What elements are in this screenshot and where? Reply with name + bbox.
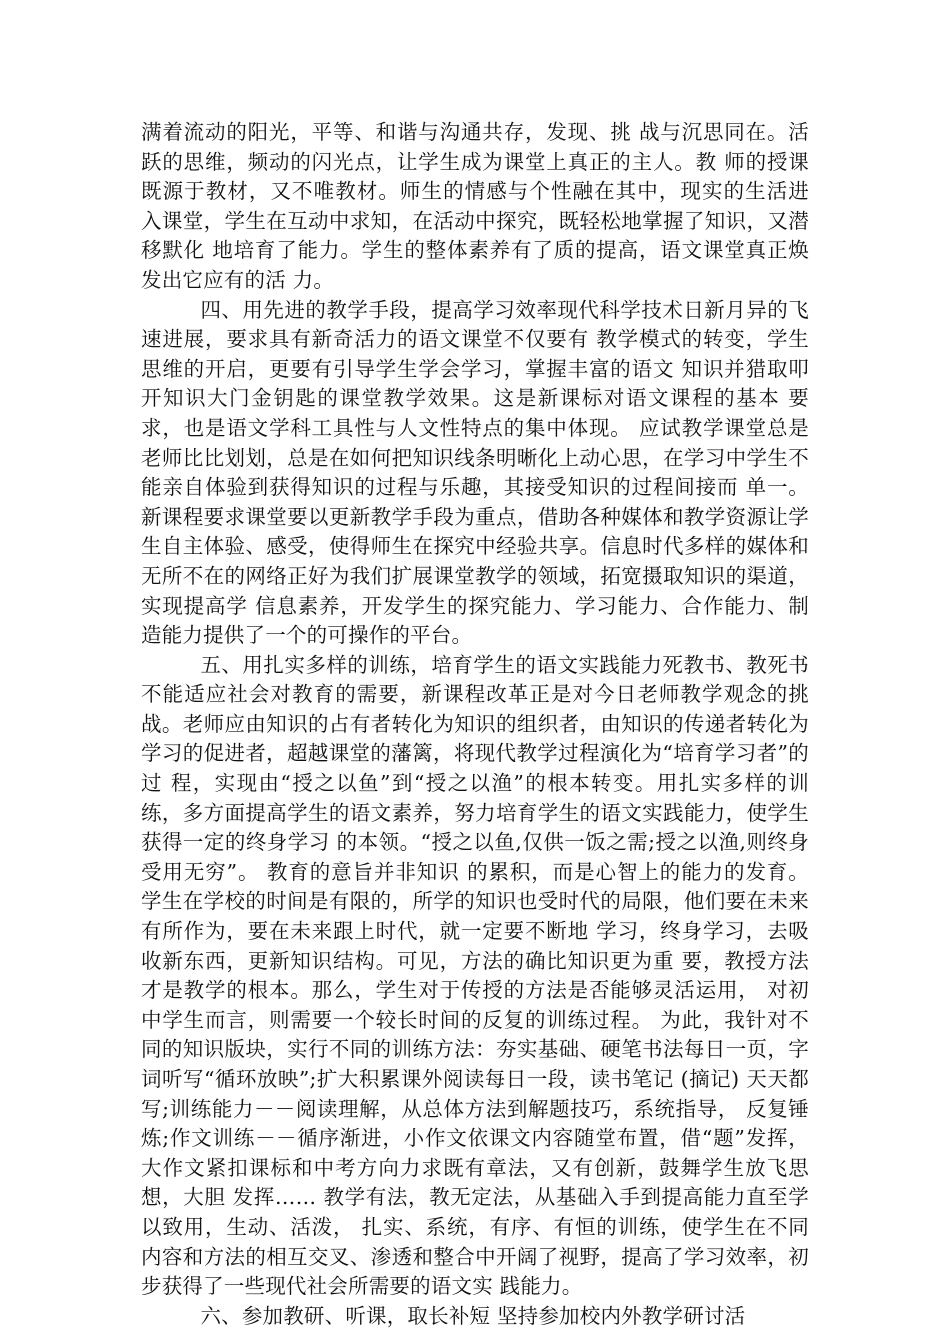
- paragraph-section-five: 五、用扎实多样的训练，培育学生的语文实践能力死教书、教死书不能适应社会对教育的需要，新课程改革正是对今日老师教学观念的挑战。老师应由知识的占有者转化为知识的组织者，由知识的传递者转化为学习的促进者，超越课堂的藩篱，将现代教学过程演化为“培育学习者”的过 程，实现由“授之以鱼”到“授之以渔”的根本转变。用扎实多样的训练，多方面提高学生的语文素养，努力培育学生的语文实践能力，使学生获得一定的终身学习 的本领。“授之以鱼,仅供一饭之需;授之以渔,则终身受用无穷”。 教育的意旨并非知识 的累积，而是心智上的能力的发育。 学生在学校的时间是有限的，所学的知识也受时代的局限，他们要在未来有所作为，要在未来跟上时代，就一定要不断地 学习，终身学习，去吸收新东西，更新知识结构。可见，方法的确比知识更为重 要，教授方法才是教学的根本。那么，学生对于传授的方法是否能够灵活运用， 对初中学生而言，则需要一个较长时间的反复的训练过程。 为此，我针对不同的知识版块，实行不同的训练方法：夯实基础、硬笔书法每日一页，字词听写“循环放映”;扩大积累课外阅读每日一段，读书笔记 (摘记) 天天都写;训练能力－－阅读理解，从总体方法到解题技巧，系统指导， 反复锤炼;作文训练－－循序渐进，小作文依课文内容随堂布置，借“题”发挥， 大作文紧扣课标和中考方向力求既有章法，又有创新，鼓舞学生放飞思想，大胆 发挥…… 教学有法，教无定法，从基础入手到提高能力直至学以致用，生动、活泼， 扎实、系统，有序、有恒的训练，使学生在不同内容和方法的相互交叉、渗透和整合中开阔了视野，提高了学习效率，初步获得了一些现代社会所需要的语文实 践能力。: [141, 652, 809, 1299]
- document-page: [141, 118, 809, 1331]
- paragraph-section-six: 六、参加教研、听课，取长补短 坚持参加校内外教学研讨活: [200, 1303, 746, 1328]
- paragraph-continuation: 满着流动的阳光，平等、和谐与沟通共存，发现、挑 战与沉思同在。活跃的思维，频动的闪光点，让学生成为课堂上真正的主人。教 师的授课既源于教材，又不唯教材。师生的情感与个性融在其中，现实的生活进 入课堂，学生在互动中求知，在活动中探究，既轻松地掌握了知识，又潜移默化 地培育了能力。学生的整体素养有了质的提高，语文课堂真正焕发出它应有的活 力。: [141, 120, 809, 292]
- paragraph-section-four: 四、用先进的教学手段，提高学习效率现代科学技术日新月异的飞速进展，要求具有新奇活力的语文课堂不仅要有 教学模式的转变，学生思维的开启，更要有引导学生学会学习，掌握丰富的语文 知识并猎取叩开知识大门金钥匙的课堂教学效果。这是新课标对语文课程的基本 要求，也是语文学科工具性与人文性特点的集中体现。 应试教学课堂总是老师比比划划，总是在如何把知识线条明晰化上动心思，在学习中学生不能亲自体验到获得知识的过程与乐趣，其接受知识的过程间接而 单一。新课程要求课堂要以更新教学手段为重点，借助各种媒体和教学资源让学 生自主体验、感受，使得师生在探究中经验共享。信息时代多样的媒体和无所不在的网络正好为我们扩展课堂教学的领域，拓宽摄取知识的渠道，实现提高学 信息素养，开发学生的探究能力、学习能力、合作能力、制造能力提供了一个的可操作的平台。: [141, 297, 809, 648]
